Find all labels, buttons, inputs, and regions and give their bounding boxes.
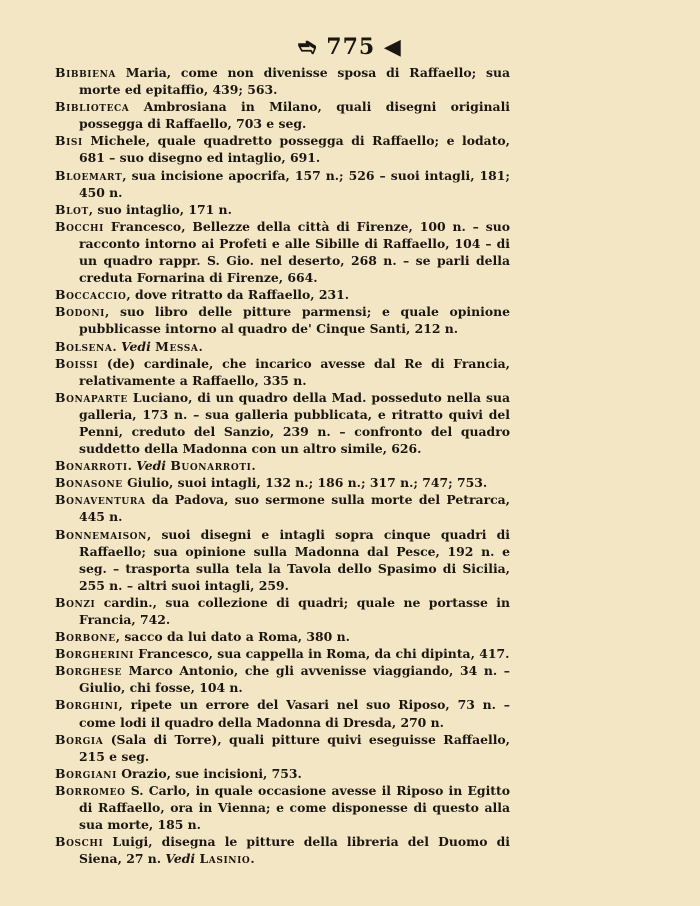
index-entry xyxy=(55,628,510,645)
index-entry xyxy=(55,833,510,867)
entry-text: , suo intaglio, 171 n. xyxy=(88,201,232,217)
entry-text: Ambrosiana in Milano, quali disegni originali possegga di Raffaello, 703 e seg. xyxy=(79,99,510,132)
entry-headword: Bloemart xyxy=(55,167,123,183)
entry-text: Marco Antonio, che gli avvenisse viaggiando, 34 n. – Giulio, chi fosse, 104 n. xyxy=(79,663,510,696)
index-entry xyxy=(55,662,510,696)
entry-text: . xyxy=(127,458,137,474)
entry-headword: Bibbiena xyxy=(55,65,116,80)
entry-text: , suo libro delle pitture parmensi; e quale opinione pubblicasse intorno al quadro de' Cinque Santi, 212 n. xyxy=(79,304,510,337)
entry-cross-reference: Lasinio xyxy=(199,851,251,867)
index-entry xyxy=(55,474,510,491)
entry-text: S. Carlo, in quale occasione avesse il Riposo in Egitto di Raffaello, ora in Vienna; e come disponesse di questo alla sua morte, 185 n. xyxy=(79,782,510,833)
entry-headword: Boccaccio xyxy=(55,287,127,303)
index-entry xyxy=(55,286,510,303)
entry-headword: Borbone xyxy=(55,629,116,645)
entry-vedi: Vedi xyxy=(165,851,196,867)
index-entry xyxy=(55,696,510,730)
entry-text: , sacco da lui dato a Roma, 380 n. xyxy=(115,629,350,645)
index-entry xyxy=(55,457,510,474)
index-entry xyxy=(55,645,510,662)
entry-cross-reference: Buonarroti xyxy=(170,458,252,474)
entry-text: Francesco, sua cappella in Roma, da chi dipinta, 417. xyxy=(133,646,510,662)
index-entry xyxy=(55,64,510,98)
entry-headword: Borgiani xyxy=(55,765,117,781)
index-entry xyxy=(55,218,510,286)
index-entry xyxy=(55,167,510,201)
entry-headword: Blot xyxy=(55,201,89,217)
page-number xyxy=(0,34,700,60)
index-entry xyxy=(55,132,510,166)
entry-headword: Borgherini xyxy=(55,646,134,662)
entry-text: Orazio, sue incisioni, 753. xyxy=(116,765,302,781)
entry-headword: Boschi xyxy=(55,834,104,850)
entry-text: . xyxy=(112,338,122,354)
index-entry xyxy=(55,389,510,457)
entry-headword: Bonasone xyxy=(55,475,123,491)
entry-trailing-punct: . xyxy=(251,458,256,474)
index-entry xyxy=(55,303,510,337)
entry-headword: Bonnemaison xyxy=(55,526,147,542)
index-entry xyxy=(55,338,510,355)
index-entries xyxy=(55,64,510,867)
entry-headword: Borromeo xyxy=(55,782,126,798)
entry-headword: Borghini xyxy=(55,697,119,713)
entry-text: da Padova, suo sermone sulla morte del Petrarca, 445 n. xyxy=(79,492,510,525)
entry-text: Luigi, disegna le pitture della libreria del Duomo di Siena, 27 n. xyxy=(79,834,510,867)
entry-text: Giulio, suoi intagli, 132 n.; 186 n.; 317 n.; 747; 753. xyxy=(122,475,488,491)
entry-headword: Borghese xyxy=(55,663,123,679)
entry-text: , sua incisione apocrifa, 157 n.; 526 – suoi intagli, 181; 450 n. xyxy=(79,167,510,200)
entry-headword: Bonarroti xyxy=(55,458,128,474)
entry-vedi: Vedi xyxy=(121,338,151,354)
index-entry xyxy=(55,355,510,389)
entry-text: Francesco, Bellezze della città di Firenze, 100 n. – suo racconto intorno ai Profeti e alle Sibille di Raffaello, 104 – di un quadro rappr. S. Gio. nel deserto, 268 n. – se parli della creduta Fornarina di Firenze, 664. xyxy=(79,218,510,286)
right-ornament: ◀ xyxy=(383,34,402,60)
entry-text: (Sala di Torre), quali pitture quivi eseguisse Raffaello, 215 e seg. xyxy=(79,731,510,764)
entry-text: , ripete un errore del Vasari nel suo Riposo, 73 n. – come lodi il quadro della Madonna di Dresda, 270 n. xyxy=(79,697,510,730)
page-number-text: 775 xyxy=(326,34,376,60)
entry-headword: Bonaventura xyxy=(55,492,146,508)
entry-text: Maria, come non divenisse sposa di Raffaello; sua morte ed epitaffio, 439; 563. xyxy=(79,65,510,98)
entry-trailing-punct: . xyxy=(198,338,203,354)
index-entry xyxy=(55,491,510,525)
entry-headword: Bisi xyxy=(55,133,83,149)
entry-headword: Borgia xyxy=(55,731,104,747)
index-entry xyxy=(55,201,510,218)
entry-headword: Bonaparte xyxy=(55,389,128,405)
left-ornament: ➬ xyxy=(298,34,318,60)
entry-headword: Biblioteca xyxy=(55,99,130,115)
entry-cross-reference: Messa xyxy=(155,338,199,354)
entry-text: Luciano, di un quadro della Mad. posseduto nella sua galleria, 173 n. – sua galleria pubblicata, e ritratto quivi del Penni, creduto del Sanzio, 239 n. – confronto del quadro suddetto della Madonna con un altro simile, 626. xyxy=(79,389,510,457)
entry-headword: Bonzi xyxy=(55,594,96,610)
entry-text: Michele, quale quadretto possegga di Raffaello; e lodato, 681 – suo disegno ed intaglio, 691. xyxy=(79,133,510,166)
index-entry xyxy=(55,765,510,782)
entry-headword: Bodoni xyxy=(55,304,105,320)
entry-text: , dove ritratto da Raffaello, 231. xyxy=(126,287,350,303)
index-entry xyxy=(55,526,510,594)
entry-headword: Bolsena xyxy=(55,338,113,354)
entry-trailing-punct: . xyxy=(250,851,255,867)
entry-headword: Boissi xyxy=(55,355,99,371)
index-entry xyxy=(55,782,510,833)
entry-headword: Bocchi xyxy=(55,218,104,234)
index-entry xyxy=(55,731,510,765)
entry-vedi: Vedi xyxy=(136,458,167,474)
entry-text: , suoi disegni e intagli sopra cinque quadri di Raffaello; sua opinione sulla Madonna dal Pesce, 192 n. e seg. – trasporta sulla tela la Tavola dello Spasimo di Sicilia, 255 n. – altri suoi intagli, 259. xyxy=(79,526,510,593)
entry-text: (de) cardinale, che incarico avesse dal Re di Francia, relativamente a Raffaello, 335 n. xyxy=(79,355,510,388)
index-entry xyxy=(55,98,510,132)
entry-text: cardin., sua collezione di quadri; quale ne portasse in Francia, 742. xyxy=(79,594,510,627)
index-entry xyxy=(55,594,510,628)
